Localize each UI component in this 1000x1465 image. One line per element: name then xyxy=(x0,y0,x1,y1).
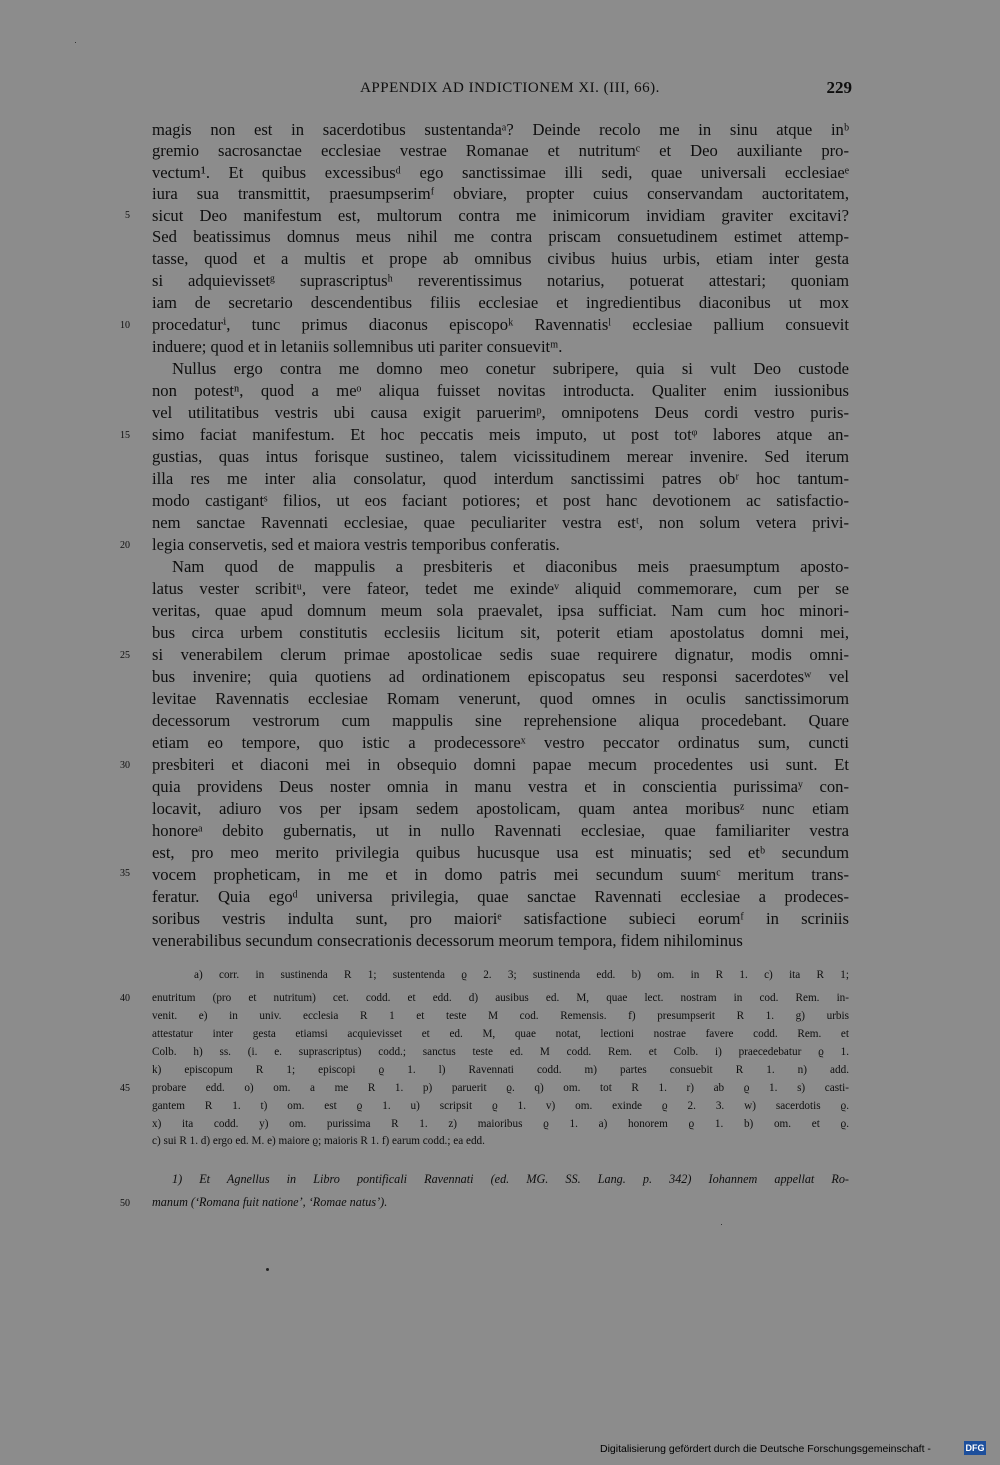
body-line: vectum¹. Et quibus excessibusᵈ ego sanctissimae illi sedi, quae universali ecclesiaeᵉ xyxy=(152,163,849,182)
body-line: soribus vestris indulta sunt, pro maioriᵉ satisfactione subieci eorumᶠ in scriniis xyxy=(152,909,849,928)
body-line: etiam eo tempore, quo istic a prodecessoreˣ vestro peccator ordinatus sum, cuncti xyxy=(152,733,849,752)
scan-speck xyxy=(721,1224,722,1225)
body-line: bus circa urbem constitutis ecclesiis licitum sit, poterit etiam apostolatus domni mei, xyxy=(152,623,849,642)
line-number: 15 xyxy=(120,430,130,441)
body-line: venerabilibus secundum consecrationis decessorum meorum tempora, fidem nihilominus xyxy=(152,931,743,950)
line-number: 40 xyxy=(120,993,130,1004)
body-line: gremio sacrosanctae ecclesiae vestrae Romanae et nutritumᶜ et Deo auxiliante pro- xyxy=(152,141,849,160)
body-line: decessorum vestrorum cum mappulis sine reprehensione aliqua procedebant. Quare xyxy=(152,711,849,730)
body-line: magis non est in sacerdotibus sustentandaᵃ? Deinde recolo me in sinu atque inᵇ xyxy=(152,120,849,139)
body-line: tasse, quod et a multis et prope ab omnibus civibus huius urbis, etiam inter gesta xyxy=(152,249,849,268)
apparatus-line: Colb. h) ss. (i. e. suprascriptus) codd.; sanctus teste ed. M codd. Rem. et Colb. i) praecedebatur ϱ 1. xyxy=(152,1046,849,1058)
body-line: non potestⁿ, quod a meᵒ aliqua fuisset novitas introducta. Qualiter enim iussionibus xyxy=(152,381,849,400)
line-number: 50 xyxy=(120,1198,130,1209)
apparatus-line: gantem R 1. t) om. est ϱ 1. u) scripsit ϱ 1. v) om. exinde ϱ 2. 3. w) sacerdotis ϱ. xyxy=(152,1100,849,1112)
note-line: 1) Et Agnellus in Libro pontificali Ravennati (ed. MG. SS. Lang. p. 342) Iohannem appellat Ro- xyxy=(172,1172,849,1186)
body-line: bus invenire; quia quotiens ad ordinationem episcopatus seu responsi sacerdotesʷ vel xyxy=(152,667,849,686)
body-line: nem sanctae Ravennati ecclesiae, quae peculiariter vestra estᵗ, non solum vetera privi- xyxy=(152,513,849,532)
body-line: latus vester scribitᵘ, vere fateor, tedet me exindeᵛ aliquid commemorare, cum per se xyxy=(152,579,849,598)
body-line: veritas, quae apud domnum meum sola praevalet, ipsa sufficiat. Nam cum hoc minori- xyxy=(152,601,849,620)
apparatus-line: x) ita codd. y) om. purissima R 1. z) maioribus ϱ 1. a) honorem ϱ 1. b) om. et ϱ. xyxy=(152,1118,849,1130)
dfg-logo: DFG xyxy=(965,1443,985,1453)
line-number: 5 xyxy=(125,210,130,221)
line-number: 25 xyxy=(120,650,130,661)
body-line: iura sua transmittit, praesumpserimᶠ obviare, propter cuius conservandam auctoritatem, xyxy=(152,184,849,203)
apparatus-line: c) sui R 1. d) ergo ed. M. e) maiore ϱ; maioris R 1. f) earum codd.; ea edd. xyxy=(152,1135,485,1147)
body-line: illa res me inter alia consolatur, quod interdum sanctissimi patres obʳ hoc tantum- xyxy=(152,469,849,488)
body-line: simo faciat manifestum. Et hoc peccatis meis imputo, ut post totᵠ labores atque an- xyxy=(152,425,849,444)
page-number: 229 xyxy=(826,78,852,97)
line-number: 45 xyxy=(120,1083,130,1094)
apparatus-line: attestatur inter gesta etiamsi acquievisset et ed. M, quae notat, lectioni nostrae favere codd. Rem. et xyxy=(152,1028,849,1040)
body-line: vocem propheticam, in me et in domo patris mei secundum suumᶜ meritum trans- xyxy=(152,865,849,884)
body-line: gustias, quas intus forisque sustineo, talem vicissitudinem merear invenire. Sed iterum xyxy=(152,447,849,466)
running-head: APPENDIX AD INDICTIONEM XI. (III, 66). xyxy=(360,80,660,96)
body-line: si adquievissetᵍ suprascriptusʰ reverentissimus notarius, potuerat attestari; quoniam xyxy=(152,271,849,290)
body-line: induere; quod et in letaniis sollemnibus uti pariter consuevitᵐ. xyxy=(152,337,563,356)
line-number: 30 xyxy=(120,760,130,771)
apparatus-line: venit. e) in univ. ecclesia R 1 et teste M cod. Remensis. f) presumpserit R 1. g) urbis xyxy=(152,1010,849,1022)
body-line: Nam quod de mappulis a presbiteris et diaconibus meis praesumptum aposto- xyxy=(172,557,849,576)
digitization-credit: Digitalisierung gefördert durch die Deutsche Forschungsgemeinschaft - xyxy=(600,1443,931,1455)
line-number: 10 xyxy=(120,320,130,331)
note-line: manum (‘Romana fuit natione’, ‘Romae natus’). xyxy=(152,1195,388,1209)
body-line: iam de secretario descendentibus filiis ecclesiae et ingredientibus diaconibus ut mox xyxy=(152,293,849,312)
body-line: levitae Ravennatis ecclesiae Romam venerunt, quod omnes in oculis sanctissimorum xyxy=(152,689,849,708)
body-line: si venerabilem clerum primae apostolicae sedis suae requirere dignatur, modis omni- xyxy=(152,645,849,664)
body-line: presbiteri et diaconi mei in obsequio domni papae mecum procedentes usi sunt. Et xyxy=(152,755,849,774)
apparatus-line: enutritum (pro et nutritum) cet. codd. et edd. d) ausibus ed. M, quae lect. nostram in cod. Rem. in- xyxy=(152,992,849,1004)
body-line: sicut Deo manifestum est, multorum contra me inimicorum invidiam graviter excitavi? xyxy=(152,206,849,225)
line-number: 35 xyxy=(120,868,130,879)
body-line: modo castigantˢ filios, ut eos faciant potiores; et post hanc devotionem ac satisfactio- xyxy=(152,491,849,510)
body-line: Sed beatissimus domnus meus nihil me contra priscam consuetudinem estimet attemp- xyxy=(152,227,849,246)
scan-speck xyxy=(266,1268,269,1271)
apparatus-line: a) corr. in sustinenda R 1; sustentenda ϱ 2. 3; sustinenda edd. b) om. in R 1. c) ita R 1; xyxy=(194,969,849,981)
body-line: feratur. Quia egoᵈ universa privilegia, quae sanctae Ravennati ecclesiae a prodeces- xyxy=(152,887,849,906)
body-line: vel utilitatibus vestris ubi causa exigit paruerimᵖ, omnipotens Deus cordi vestro puris- xyxy=(152,403,849,422)
line-number: 20 xyxy=(120,540,130,551)
body-line: procedaturⁱ, tunc primus diaconus episcopoᵏ Ravennatisˡ ecclesiae pallium consuevit xyxy=(152,315,849,334)
body-line: honoreᵃ debito gubernatis, ut in nullo Ravennati ecclesiae, quae familiariter vestra xyxy=(152,821,849,840)
body-line: locavit, adiuro vos per ipsam sedem apostolicam, quam antea moribusᶻ nunc etiam xyxy=(152,799,849,818)
scan-speck xyxy=(75,42,76,43)
body-line: est, pro meo merito privilegia quibus hucusque usa est minuatis; sed etᵇ secundum xyxy=(152,843,849,862)
apparatus-line: probare edd. o) om. a me R 1. p) paruerit ϱ. q) om. tot R 1. r) ab ϱ 1. s) casti- xyxy=(152,1082,849,1094)
body-line: quia providens Deus noster omnia in manu vestra et in conscientia purissimaʸ con- xyxy=(152,777,849,796)
body-line: legia conservetis, sed et maiora vestris temporibus conferatis. xyxy=(152,535,560,554)
body-line: Nullus ergo contra me domno meo conetur subripere, quia si vult Deo custode xyxy=(172,359,849,378)
apparatus-line: k) episcopum R 1; episcopi ϱ 1. l) Ravennati codd. m) partes consuebit R 1. n) add. xyxy=(152,1064,849,1076)
